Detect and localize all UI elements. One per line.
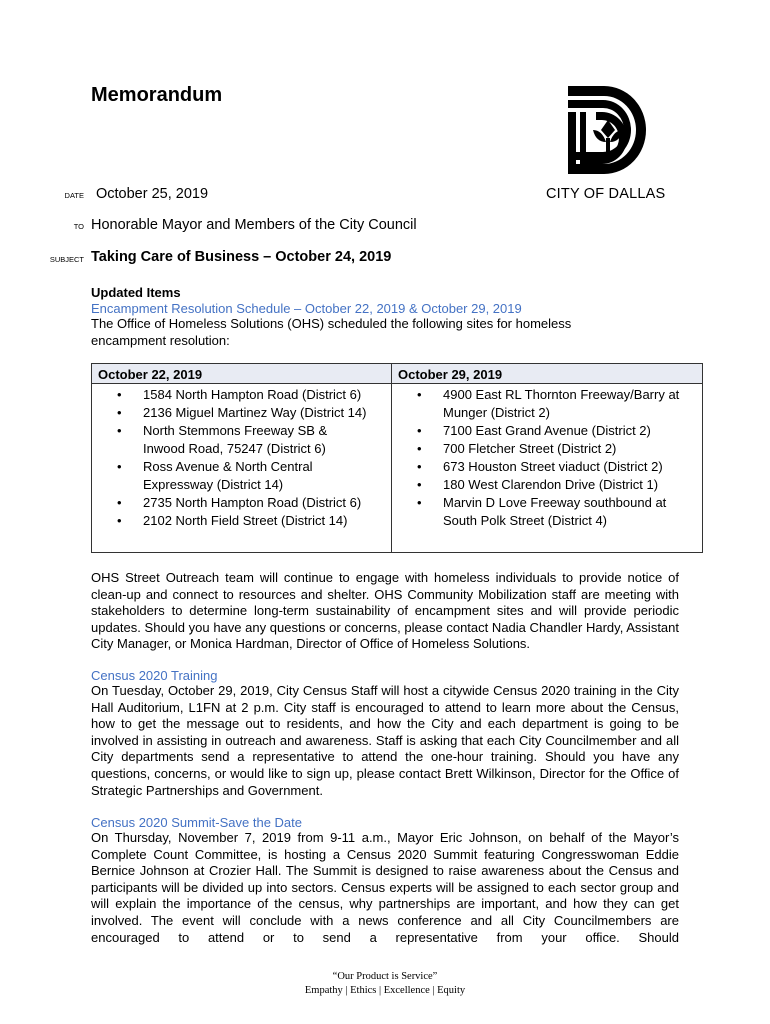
updated-items-heading: Updated Items xyxy=(91,285,181,300)
list-item: • North Stemmons Freeway SB & Inwood Road, 75247 (District 6) xyxy=(143,422,343,458)
date-label: DATE xyxy=(64,191,84,200)
footer-motto: “Our Product is Service” xyxy=(332,971,438,982)
list-item: • 2102 North Field Street (District 14) xyxy=(143,512,385,530)
column-header-oct-29: October 29, 2019 xyxy=(392,364,703,384)
footer xyxy=(0,970,770,998)
subject-label: SUBJECT xyxy=(49,255,84,264)
list-item: • 4900 East RL Thornton Freeway/Barry at Munger (District 2) xyxy=(443,386,696,422)
list-item: • 2735 North Hampton Road (District 6) xyxy=(143,494,385,512)
list-item: • Ross Avenue & North Central Expressway (District 14) xyxy=(143,458,343,494)
memo-title: Memorandum xyxy=(91,84,223,106)
encampment-schedule-table xyxy=(91,363,703,553)
to-label: TO xyxy=(73,222,84,231)
list-item: • 700 Fletcher Street (District 2) xyxy=(443,440,696,458)
list-item: • 1584 North Hampton Road (District 6) xyxy=(143,386,385,404)
census-training-body: On Tuesday, October 29, 2019, City Census Staff will host a citywide Census 2020 training in the City Hall Auditorium, L1FN at 2 p.m. City staff is encouraged to attend to learn more about the Census, how to get the message out to residents, and how the City and each department is going to be involved in assisting in outreach and awareness. Staff is asking that each City Councilmember and all City departments send a representative to attend the one-hour training. Should you have any questions, concerns, or would like to sign up, please contact Brett Wilkinson, Director for the Office of Strategic Partnerships and Government. xyxy=(91,683,679,798)
date-value: October 25, 2019 xyxy=(96,186,209,202)
subject-value: Taking Care of Business – October 24, 2019 xyxy=(91,249,392,265)
to-value: Honorable Mayor and Members of the City Council xyxy=(91,217,417,233)
census-summit-heading: Census 2020 Summit-Save the Date xyxy=(91,815,302,830)
list-item: • 673 Houston Street viaduct (District 2) xyxy=(443,458,696,476)
list-item: • 180 West Clarendon Drive (District 1) xyxy=(443,476,696,494)
encampment-intro: The Office of Homeless Solutions (OHS) scheduled the following sites for homeless encampment resolution: xyxy=(91,316,572,348)
census-training-heading: Census 2020 Training xyxy=(91,668,218,683)
oct-29-site-list xyxy=(392,386,696,530)
encampment-outro: OHS Street Outreach team will continue to engage with homeless individuals to provide notice of clean-up and connect to resources and shelter. OHS Community Mobilization staff are meeting with stakeholders to determine long-term sustainability of encampment sites and will provide periodic updates. Should you have any questions or concerns, please contact Nadia Chandler Hardy, Assistant City Manager, or Monica Hardman, Director of Office of Homeless Solutions. xyxy=(91,570,679,652)
organization-name: CITY OF DALLAS xyxy=(546,186,666,202)
census-summit-body: On Thursday, November 7, 2019 from 9-11 a.m., Mayor Eric Johnson, on behalf of the Mayor’s Complete Count Committee, is hosting a Census 2020 Summit featuring Congresswoman Eddie Bernice Johnson at Crozier Hall. The Summit is designed to raise awareness about the Census and participants will be divided up into sectors. Census experts will be assigned to each sector group and will explain the importance of the census, why partnerships are important, and how they can get involved. The event will conclude with a news conference and all City Councilmembers are encouraged to attend or to send a representative from your office. Should xyxy=(91,830,679,945)
list-item: • 7100 East Grand Avenue (District 2) xyxy=(443,422,696,440)
encampment-heading: Encampment Resolution Schedule – October 22, 2019 & October 29, 2019 xyxy=(91,301,522,316)
list-item: • Marvin D Love Freeway southbound at South Polk Street (District 4) xyxy=(443,494,693,530)
footer-values: Empathy | Ethics | Excellence | Equity xyxy=(304,985,466,996)
city-of-dallas-logo-icon xyxy=(566,84,648,176)
column-header-oct-22: October 22, 2019 xyxy=(92,364,392,384)
list-item: • 2136 Miguel Martinez Way (District 14) xyxy=(143,404,385,422)
oct-22-site-list xyxy=(92,386,385,530)
